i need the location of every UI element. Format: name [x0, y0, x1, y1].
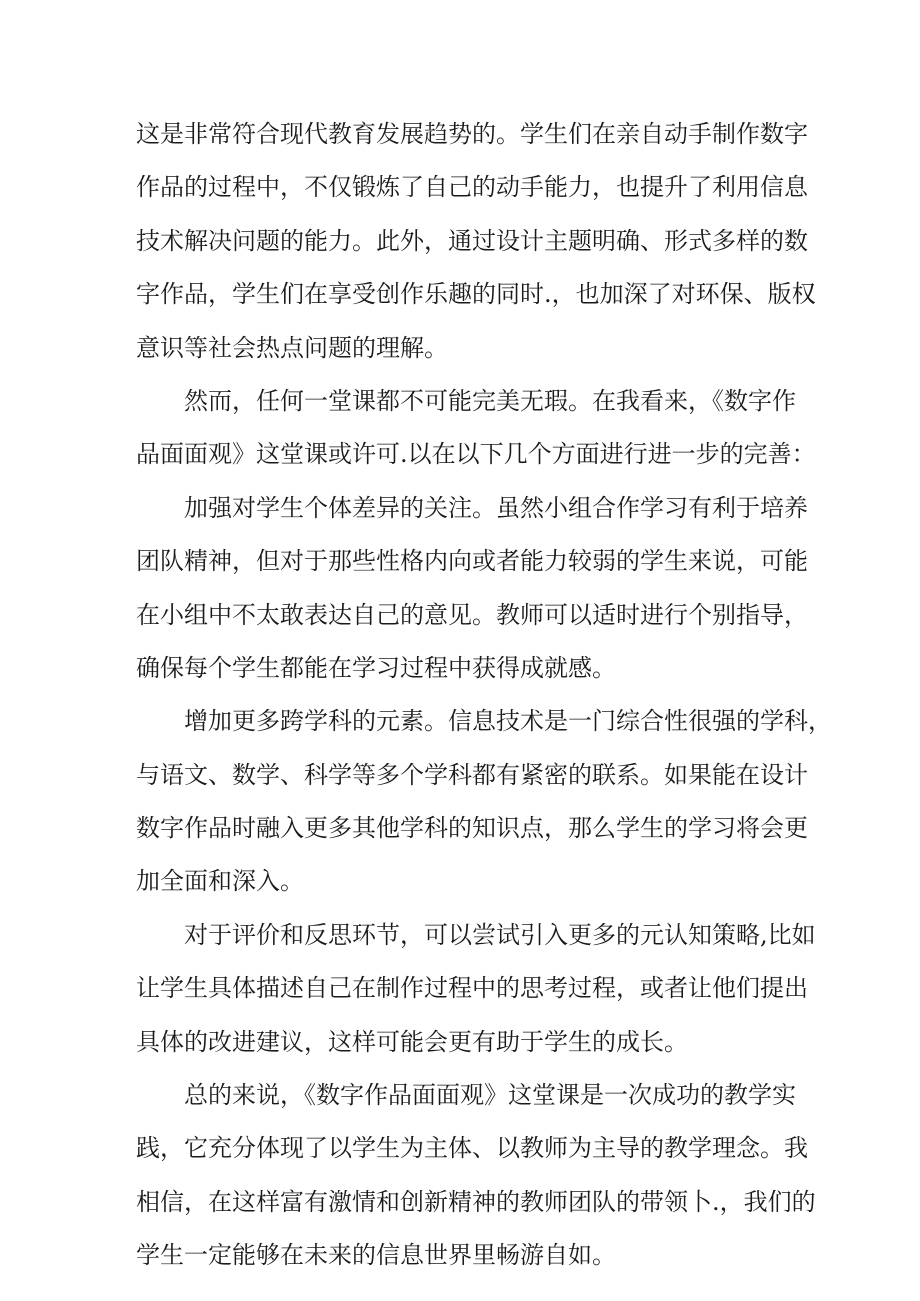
- text-line: 数字作品时融入更多其他学科的知识点，那么学生的学习将会更: [136, 814, 808, 843]
- text-line: 意识等社会热点问题的理解。: [136, 333, 448, 362]
- text-line: 与语文、数学、科学等多个学科都有紧密的联系。如果能在设计: [136, 760, 808, 789]
- text-line: 让学生具体描述自己在制作过程中的思考过程，或者让他们提出: [136, 974, 808, 1003]
- text-line: 品面面观》这堂课或许可.以在以下几个方面进行进一步的完善：: [136, 440, 816, 469]
- text-line: 践，它充分体现了以学生为主体、以教师为主导的教学理念。我: [136, 1134, 808, 1163]
- text-line: 确保每个学生都能在学习过程中获得成就感。: [136, 653, 616, 682]
- text-line: 然而，任何一堂课都不可能完美无瑕。在我看来，《数字作: [184, 386, 796, 415]
- text-line: 团队精神，但对于那些性格内向或者能力较弱的学生来说，可能: [136, 547, 808, 576]
- text-line: 字作品，学生们在享受创作乐趣的同时.，也加深了对环保、版权: [136, 280, 816, 309]
- paragraph-1: [136, 108, 816, 375]
- paragraph-3: [136, 482, 808, 696]
- text-line: 这是非常符合现代教育发展趋势的。学生们在亲自动手制作数字: [136, 120, 808, 148]
- paragraph-5: [136, 909, 816, 1069]
- text-line: 加强对学生个体差异的关注。虽然小组合作学习有利于培养: [184, 493, 808, 522]
- text-line: 对于评价和反思环节，可以尝试引入更多的元认知策略,比如: [184, 920, 816, 949]
- paragraph-4: [136, 695, 832, 909]
- text-line: 在小组中不太敢表达自己的意见。教师可以适时进行个别指导，: [136, 600, 808, 629]
- text-line: 相信，在这样富有激情和创新精神的教师团队的带领卜.，我们的: [136, 1187, 816, 1216]
- text-line: 增加更多跨学科的元素。信息技术是一门综合性很强的学科，: [184, 707, 832, 736]
- text-line: 作品的过程中，不仅锻炼了自己的动手能力，也提升了利用信息: [136, 173, 808, 202]
- document-body: [136, 108, 832, 1283]
- paragraph-2: [136, 375, 816, 482]
- text-line: 学生一定能够在未来的信息世界里畅游自如。: [136, 1241, 616, 1270]
- text-line: 总的来说，《数字作品面面观》这堂课是一次成功的教学实: [184, 1081, 796, 1110]
- text-line: 具体的改进建议，这样可能会更有助于学生的成长。: [136, 1027, 688, 1056]
- paragraph-6: [136, 1069, 816, 1283]
- text-line: 加全面和深入。: [136, 867, 304, 896]
- text-line: 技术解决问题的能力。此外，通过设计主题明确、形式多样的数: [136, 226, 808, 255]
